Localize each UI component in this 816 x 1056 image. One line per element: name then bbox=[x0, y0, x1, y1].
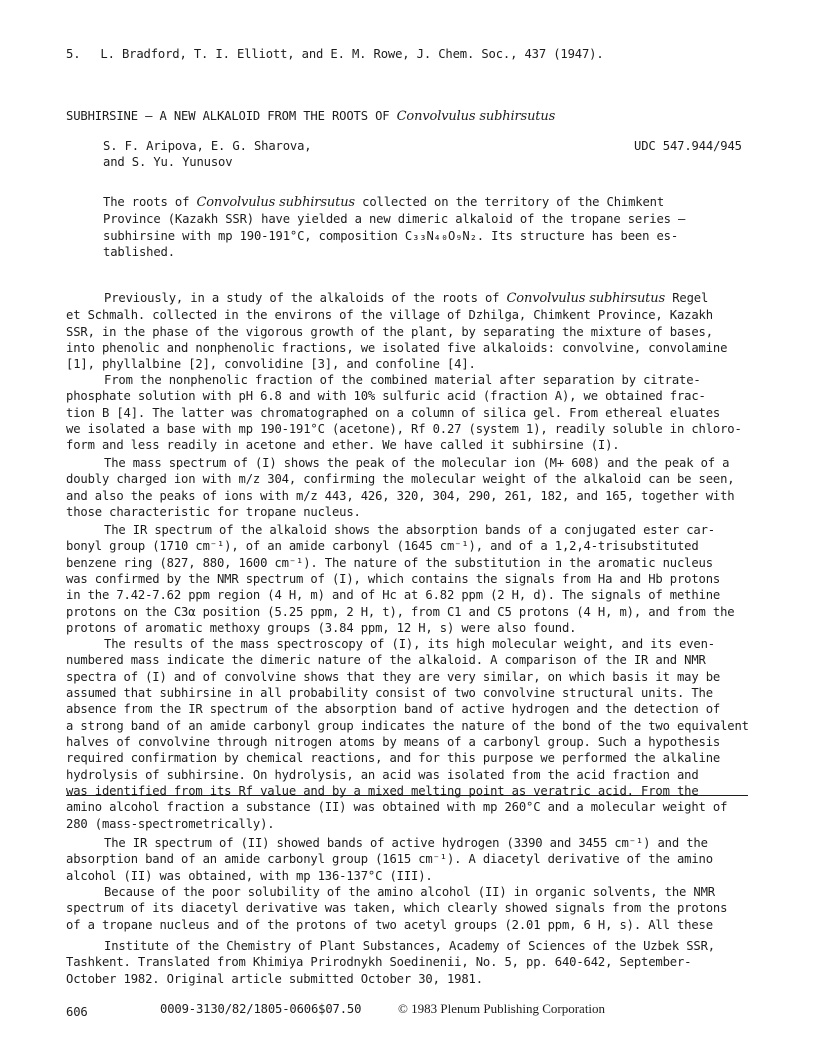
paragraph-line: doubly charged ion with m/z 304, confirming the molecular weight of the alkaloid can be seen, bbox=[66, 472, 735, 487]
paragraph-line: The mass spectrum of (I) shows the peak of the molecular ion (M+ 608) and the peak of a bbox=[104, 456, 730, 470]
species-name: Convolvulus subhirsutus bbox=[506, 291, 665, 306]
paragraph-line: those characteristic for tropane nucleus. bbox=[66, 505, 361, 520]
reference-text: L. Bradford, T. I. Elliott, and E. M. Rowe, J. Chem. Soc., 437 (1947). bbox=[100, 47, 604, 61]
paragraph-line: amino alcohol fraction a substance (II) was obtained with mp 260°C and a molecular weight of bbox=[66, 800, 728, 815]
abstract-line: tablished. bbox=[103, 245, 175, 260]
paragraph-line: SSR, in the phase of the vigorous growth of the plant, by separating the mixture of bases, bbox=[66, 324, 713, 339]
paragraph-line: The IR spectrum of (II) showed bands of active hydrogen (3390 and 3455 cm⁻¹) and the bbox=[104, 836, 708, 850]
paragraph-line: a strong band of an amide carbonyl group indicates the nature of the bond of the two equivalent bbox=[66, 718, 749, 733]
paragraph-line: The results of the mass spectroscopy of (I), its high molecular weight, and its even- bbox=[104, 637, 715, 651]
paragraph-line: was identified from its Rf value and by a mixed melting point as veratric acid. From the bbox=[66, 784, 699, 799]
reference-entry bbox=[66, 46, 604, 62]
species-name: Convolvulus subhirsutus bbox=[196, 195, 355, 210]
institution-footnote bbox=[66, 938, 715, 987]
paragraph-line: halves of convolvine through nitrogen atoms by means of a carbonyl group. Such a hypothesis bbox=[66, 735, 721, 750]
paragraph-line: The IR spectrum of the alkaloid shows the absorption bands of a conjugated ester car- bbox=[104, 523, 715, 537]
paragraph-line: From the nonphenolic fraction of the combined material after separation by citrate- bbox=[104, 373, 701, 387]
paragraph bbox=[66, 455, 734, 520]
abstract bbox=[103, 194, 685, 260]
paragraph-line: phosphate solution with pH 6.8 and with 10% sulfuric acid (fraction A), we obtained frac- bbox=[66, 389, 706, 404]
paragraph-line: absorption band of an amide carbonyl group (1615 cm⁻¹). A diacetyl derivative of the amino bbox=[66, 852, 713, 867]
paragraph-line: protons of aromatic methoxy groups (3.84 ppm, 12 H, s) were also found. bbox=[66, 621, 577, 636]
paragraph-line: required confirmation by chemical reactions, and for this purpose we performed the alkaline bbox=[66, 751, 721, 766]
paragraph bbox=[66, 522, 734, 636]
footnote-line: Tashkent. Translated from Khimiya Prirodnykh Soedinenii, No. 5, pp. 640-642, September- bbox=[66, 955, 692, 970]
paragraph bbox=[66, 884, 727, 933]
abstract-line: The roots of Convolvulus subhirsutus collected on the territory of the Chimkent bbox=[103, 195, 664, 210]
paragraph-line: 280 (mass-spectrometrically). bbox=[66, 816, 275, 831]
paragraph-line: was confirmed by the NMR spectrum of (I), which contains the signals from Ha and Hb protons bbox=[66, 572, 721, 587]
article-title-species: Convolvulus subhirsutus bbox=[396, 109, 556, 124]
author-line: and S. Yu. Yunusov bbox=[103, 155, 233, 170]
paragraph-line: assumed that subhirsine in all probability consist of two convolvine structural units. The bbox=[66, 686, 713, 701]
author-list bbox=[103, 138, 311, 171]
article-title bbox=[66, 108, 555, 125]
paragraph-line: spectra of (I) and of convolvine shows that they are very similar, on which basis it may be bbox=[66, 669, 721, 684]
paragraph-line: in the 7.42-7.62 ppm region (4 H, m) and of Hc at 6.82 ppm (2 H, d). The signals of methine bbox=[66, 588, 721, 603]
paragraph-line: Previously, in a study of the alkaloids of the roots of Convolvulus subhirsutus Regel bbox=[104, 291, 709, 306]
paragraph-line: and also the peaks of ions with m/z 443, 426, 320, 304, 290, 261, 182, and 165, together with bbox=[66, 488, 735, 503]
paragraph-line: of a tropane nucleus and of the protons of two acetyl groups (2.01 ppm, 6 H, s). All these bbox=[66, 917, 713, 932]
paragraph-line: Because of the poor solubility of the amino alcohol (II) in organic solvents, the NMR bbox=[104, 885, 715, 899]
paragraph bbox=[66, 636, 749, 832]
footnote-line: October 1982. Original article submitted October 30, 1981. bbox=[66, 971, 483, 986]
article-title-text: SUBHIRSINE — A NEW ALKALOID FROM THE ROOTS OF bbox=[66, 109, 390, 123]
paragraph-line: absence from the IR spectrum of the absorption band of active hydrogen and the detection of bbox=[66, 702, 721, 717]
paragraph-line: protons on the C3α position (5.25 ppm, 2 H, t), from C1 and C5 protons (4 H, m), and from the bbox=[66, 604, 735, 619]
paragraph-line: et Schmalh. collected in the environs of the village of Dzhilga, Chimkent Province, Kazakh bbox=[66, 308, 713, 323]
page-number: 606 bbox=[66, 1005, 88, 1019]
paragraph-line: hydrolysis of subhirsine. On hydrolysis, an acid was isolated from the acid fraction and bbox=[66, 767, 699, 782]
reference-number: 5. bbox=[66, 47, 81, 61]
abstract-line: Province (Kazakh SSR) have yielded a new dimeric alkaloid of the tropane series — bbox=[103, 212, 686, 227]
paragraph-line: tion B [4]. The latter was chromatographed on a column of silica gel. From ethereal eluates bbox=[66, 405, 721, 420]
author-line: S. F. Aripova, E. G. Sharova, bbox=[103, 139, 312, 153]
paragraph bbox=[66, 835, 713, 884]
paragraph-line: we isolated a base with mp 190-191°C (acetone), Rf 0.27 (system 1), readily soluble in chloro- bbox=[66, 422, 742, 437]
paragraph bbox=[66, 372, 742, 454]
udc-code: UDC 547.944/945 bbox=[634, 139, 742, 153]
article-code: 0009-3130/82/1805-0606$07.50 bbox=[160, 1002, 362, 1016]
paragraph-line: alcohol (II) was obtained, with mp 136-137°C (III). bbox=[66, 868, 433, 883]
footnote-divider bbox=[66, 795, 748, 796]
footnote-line: Institute of the Chemistry of Plant Substances, Academy of Sciences of the Uzbek SSR, bbox=[104, 939, 715, 953]
paragraph-line: [1], phyllalbine [2], convolidine [3], and confoline [4]. bbox=[66, 357, 476, 372]
paragraph-line: benzene ring (827, 880, 1600 cm⁻¹). The nature of the substitution in the aromatic nucleus bbox=[66, 555, 713, 570]
paragraph-line: form and less readily in acetone and ether. We have called it subhirsine (I). bbox=[66, 438, 620, 453]
paragraph-line: numbered mass indicate the dimeric nature of the alkaloid. A comparison of the IR and NMR bbox=[66, 653, 706, 668]
copyright-notice: © 1983 Plenum Publishing Corporation bbox=[398, 1001, 606, 1016]
paragraph bbox=[66, 290, 727, 373]
paragraph-line: bonyl group (1710 cm⁻¹), of an amide carbonyl (1645 cm⁻¹), and of a 1,2,4-trisubstituted bbox=[66, 539, 699, 554]
paragraph-line: into phenolic and nonphenolic fractions, we isolated five alkaloids: convolvine, convolamine bbox=[66, 341, 728, 356]
abstract-line: subhirsine with mp 190-191°C, composition C₃₃N₄₀O₉N₂. Its structure has been es- bbox=[103, 228, 678, 243]
paragraph-line: spectrum of its diacetyl derivative was taken, which clearly showed signals from the protons bbox=[66, 901, 728, 916]
